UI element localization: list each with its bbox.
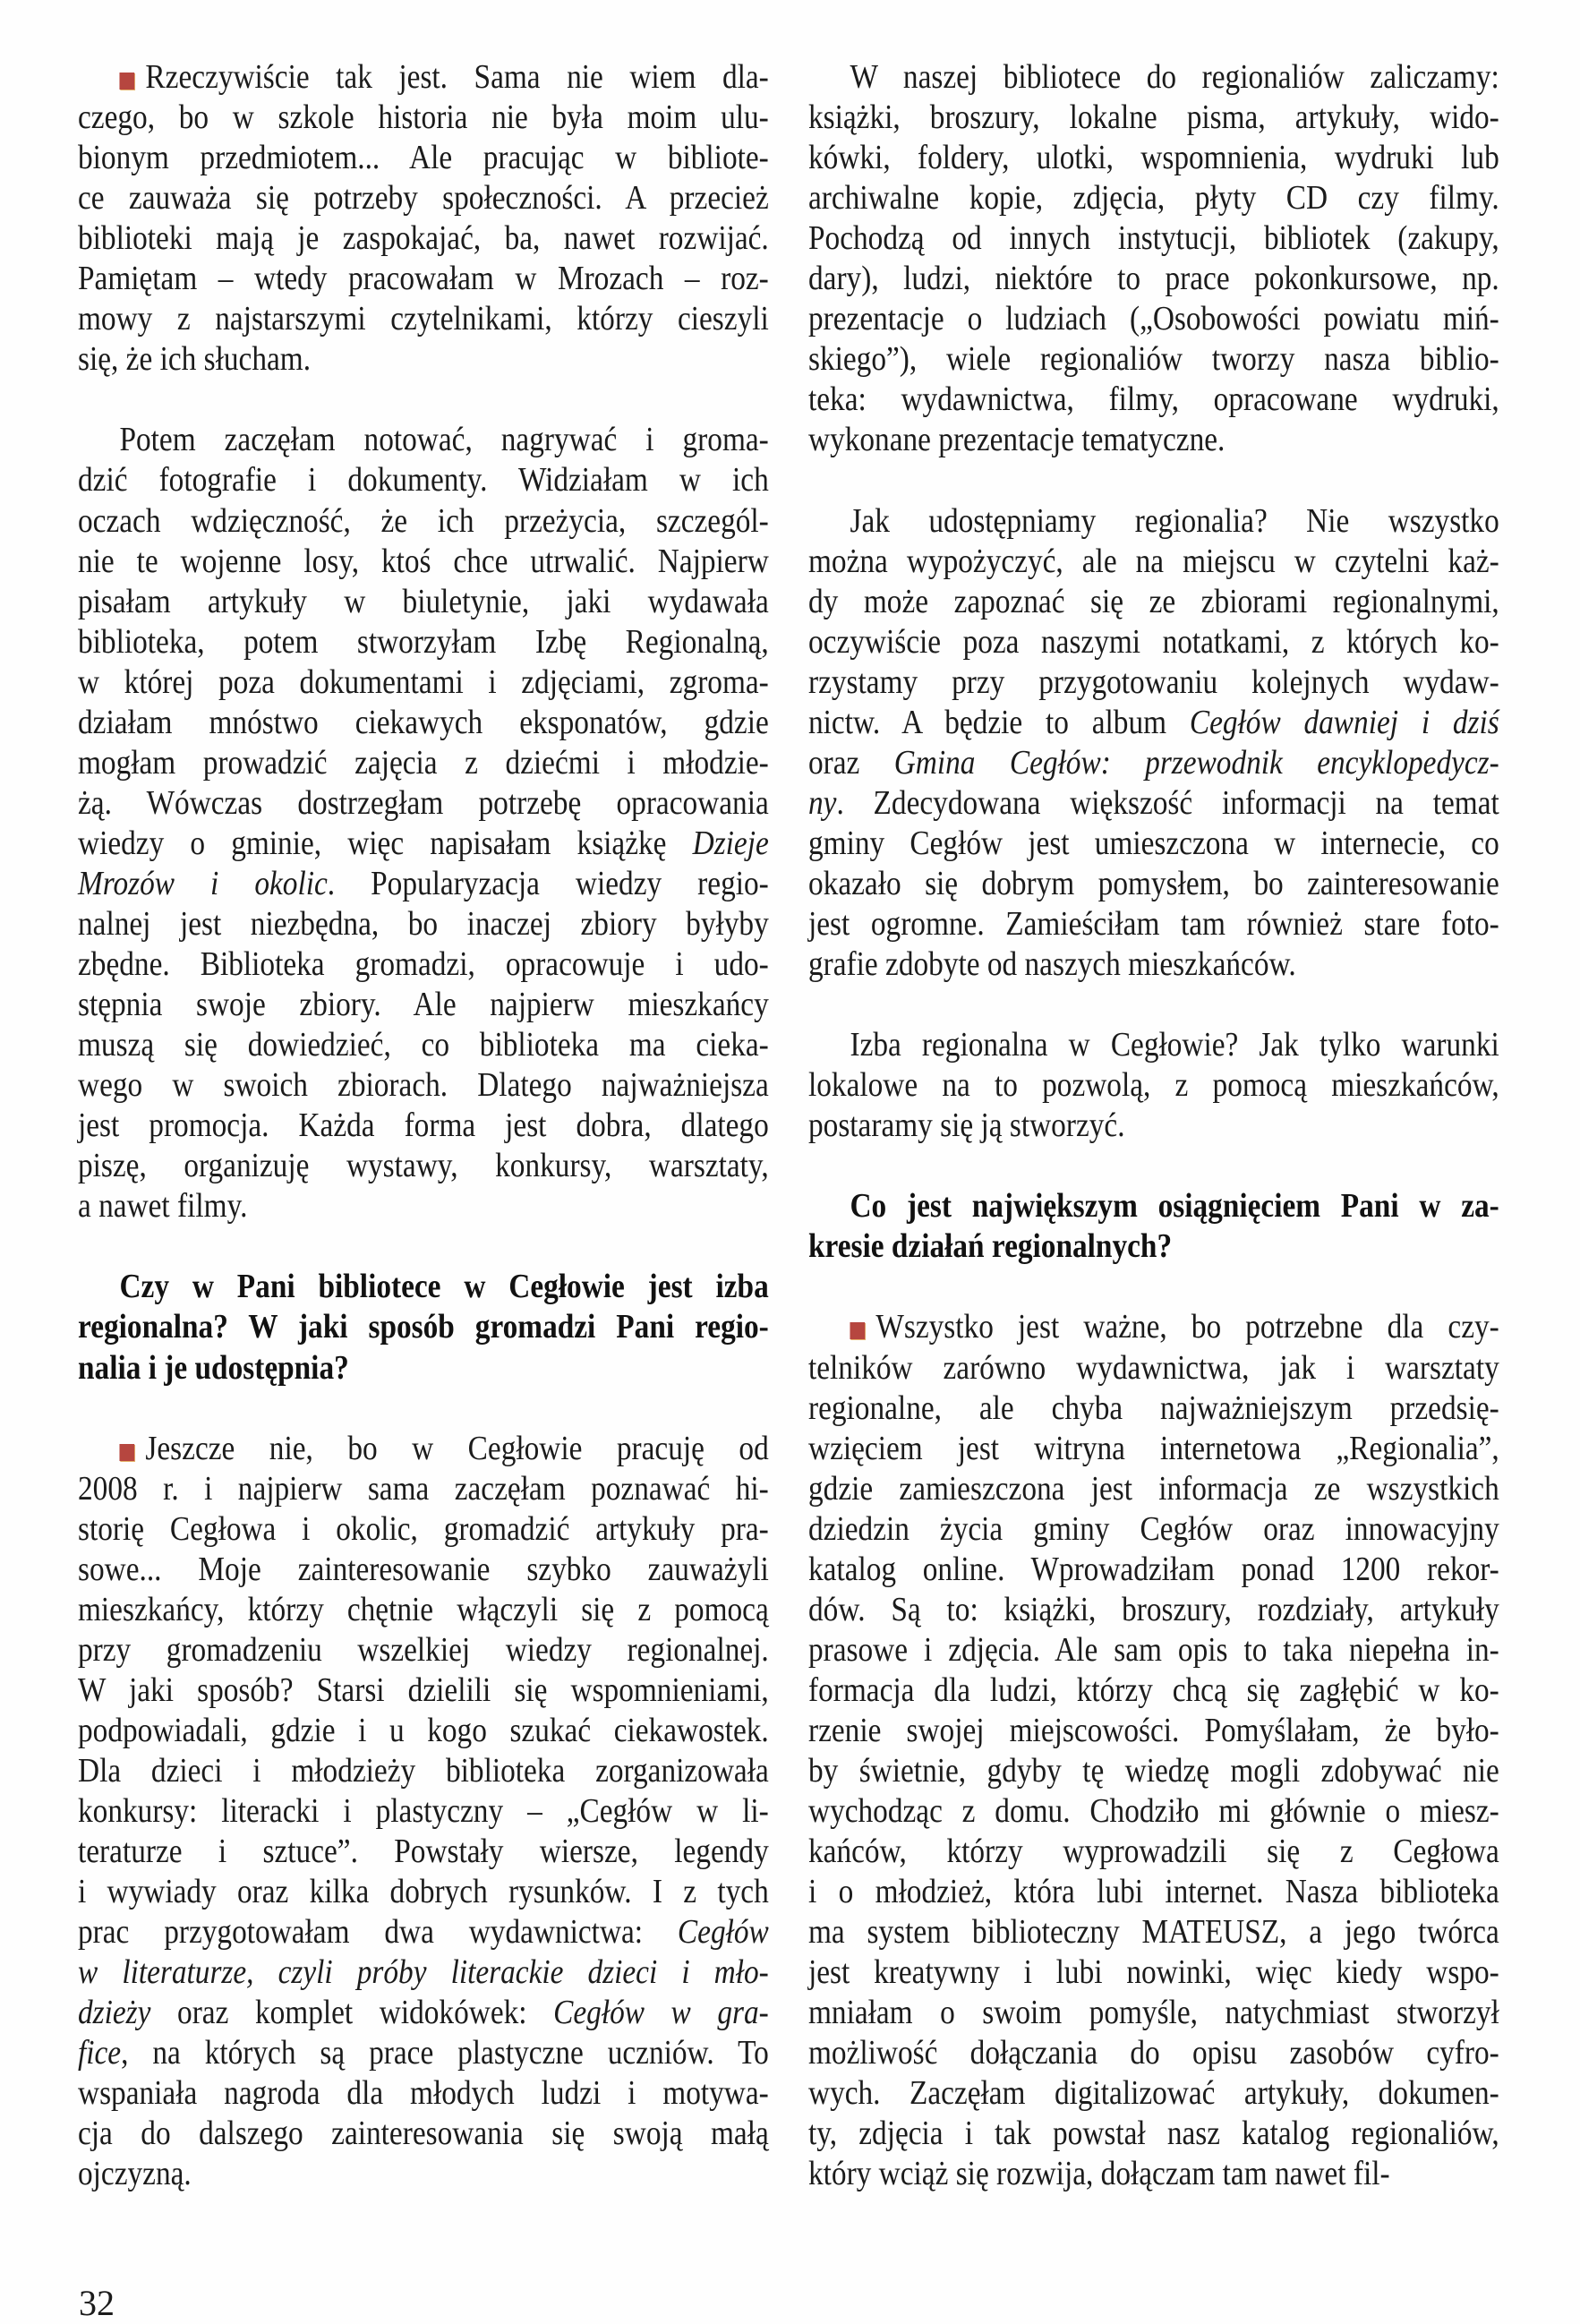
paragraph-spacer — [808, 1146, 1499, 1186]
text-line: jest kreatywny i lubi nowinki, więc kiedy wspo- — [808, 1953, 1499, 1992]
text-line: nictw. A będzie to album Cegłów dawniej i dziś — [808, 703, 1499, 741]
paragraph-spacer — [78, 380, 769, 420]
text-line: dziedzin życia gminy Cegłów oraz innowacyjny — [808, 1509, 1499, 1548]
paragraph-spacer — [78, 1226, 769, 1267]
page-number: 32 — [79, 2283, 115, 2323]
text-line: prezentacje o ludziach („Osobowości powiatu miń- — [808, 300, 1499, 338]
text-line: Dla dzieci i młodzieży biblioteka zorganizowała — [78, 1751, 769, 1790]
left-column — [78, 57, 769, 2194]
text-line: mniałam o swoim pomyśle, natychmiast stworzył — [808, 1994, 1499, 2032]
text-line: jest promocja. Każda forma jest dobra, dlatego — [78, 1106, 769, 1145]
text-line: storię Cegłowa i okolic, gromadzić artykuły pra- — [78, 1509, 769, 1548]
text-line: lokalowe na to pozwolą, z pomocą mieszkańców, — [808, 1066, 1499, 1105]
text-line: wych. Zaczęłam digitalizować artykuły, dokumen- — [808, 2074, 1499, 2113]
text-line: wykonane prezentacje tematyczne. — [808, 421, 1226, 459]
text-line: archiwalne kopie, zdjęcia, płyty CD czy filmy. — [808, 179, 1499, 218]
text-line: mowy z najstarszymi czytelnikami, którzy cieszyli — [78, 300, 769, 338]
text-line: regionalne, ale chyba najważniejszym przedsię- — [808, 1388, 1499, 1427]
paragraph-spacer — [808, 1267, 1499, 1307]
text-line: czego, bo w szkole historia nie była moim ulu- — [78, 98, 769, 137]
text-line: żą. Wówczas dostrzegłam potrzebę opracowania — [78, 783, 769, 822]
text-line: dzić fotografie i dokumenty. Widziałam w ich — [78, 461, 769, 500]
text-line: cja do dalszego zainteresowania się swoją małą — [78, 2115, 769, 2153]
text-line: i wywiady oraz kilka dobrych rysunków. I z tych — [78, 1873, 769, 1911]
text-line: Pochodzą od innych instytucji, bibliotek (zakupy, — [808, 219, 1499, 258]
text-line: mogłam prowadzić zajęcia z dziećmi i młodzie- — [78, 743, 769, 782]
text-line: W naszej bibliotece do regionaliów zaliczamy: — [850, 58, 1499, 96]
text-line: by świetnie, gdyby tę wiedzę mogli zdobywać nie — [808, 1751, 1499, 1790]
text-line: wzięciem jest witryna internetowa „Regionalia”, — [808, 1429, 1499, 1467]
paragraph — [78, 57, 769, 380]
text-line: Jeszcze nie, bo w Cegłowie pracuję od — [78, 1429, 769, 1469]
text-line: kresie działań regionalnych? — [808, 1227, 1173, 1266]
text-line: rzystamy przy przygotowaniu kolejnych wydaw- — [808, 662, 1499, 701]
text-line: Rzeczywiście tak jest. Sama nie wiem dla- — [78, 57, 769, 98]
text-line: prac przygotowałam dwa wydawnictwa: Cegłów — [78, 1913, 769, 1952]
paragraph — [808, 1307, 1499, 2194]
right-column — [808, 57, 1499, 2194]
text-line: kówki, foldery, ulotki, wspomnienia, wydruki lub — [808, 139, 1499, 177]
text-line: ojczyzną. — [78, 2155, 192, 2193]
text-line: ce zauważa się potrzeby społeczności. A przecież — [78, 179, 769, 218]
text-line: gdzie zamieszczona jest informacja ze wszystkich — [808, 1469, 1499, 1508]
text-line: jest ogromne. Zamieściłam tam również stare foto- — [808, 904, 1499, 943]
paragraph-spacer — [808, 985, 1499, 1025]
text-line: teka: wydawnictwa, filmy, opracowane wydruki, — [808, 380, 1499, 419]
text-line: i o młodzież, która lubi internet. Nasza biblioteka — [808, 1873, 1499, 1911]
text-line: muszą się dowiedzieć, co biblioteka ma cieka- — [78, 1026, 769, 1064]
text-line: zbędne. Biblioteka gromadzi, opracowuje i udo- — [78, 945, 769, 984]
text-line: gminy Cegłów jest umieszczona w internecie, co — [808, 824, 1499, 862]
text-line: postaramy się ją stworzyć. — [808, 1106, 1125, 1145]
text-line: oraz Gmina Cegłów: przewodnik encyklopedycz- — [808, 743, 1499, 782]
text-line: mieszkańcy, którzy chętnie włączyli się z pomocą — [78, 1590, 769, 1628]
text-line: który wciąż się rozwija, dołączam tam nawet fil- — [808, 2155, 1390, 2193]
paragraph — [808, 1025, 1499, 1146]
text-line: nalia i je udostępnia? — [78, 1348, 349, 1387]
text-line: podpowiadali, gdzie i u kogo szukać ciekawostek. — [78, 1711, 769, 1749]
text-line: ma system biblioteczny MATEUSZ, a jego twórca — [808, 1913, 1499, 1952]
text-line: oczach wdzięczność, że ich przeżycia, szczegól- — [78, 501, 769, 540]
text-line: grafie zdobyte od naszych mieszkańców. — [808, 945, 1296, 984]
text-line: książki, broszury, lokalne pisma, artykuły, wido- — [808, 98, 1499, 137]
paragraph — [78, 1429, 769, 2195]
paragraph — [808, 57, 1499, 460]
answer-bullet-icon — [850, 1322, 865, 1339]
text-line: Co jest największym osiągnięciem Pani w za- — [850, 1187, 1499, 1226]
text-line: biblioteki mają je zaspokajać, ba, nawet rozwijać. — [78, 219, 769, 258]
paragraph — [808, 501, 1499, 986]
text-line: prasowe i zdjęcia. Ale sam opis to taka niepełna in- — [808, 1630, 1499, 1669]
text-line: 2008 r. i najpierw sama zaczęłam poznawać hi- — [78, 1469, 769, 1508]
text-line: nie te wojenne losy, ktoś chce utrwalić. Najpierw — [78, 542, 769, 580]
text-line: kańców, którzy wyprowadzili się z Cegłowa — [808, 1833, 1499, 1871]
text-line: teraturze i sztuce”. Powstały wiersze, legendy — [78, 1833, 769, 1871]
text-line: rzenie swojej miejscowości. Pomyślałam, że było- — [808, 1711, 1499, 1749]
text-line: się, że ich słucham. — [78, 340, 312, 379]
text-line: wiedzy o gminie, więc napisałam książkę Dzieje — [78, 824, 769, 862]
text-line: stępnia swoje zbiory. Ale najpierw mieszkańcy — [78, 986, 769, 1024]
text-line: wego w swoich zbiorach. Dlatego najważniejsza — [78, 1066, 769, 1105]
text-line: konkursy: literacki i plastyczny – „Cegłów w li- — [78, 1792, 769, 1831]
text-line: Wszystko jest ważne, bo potrzebne dla czy- — [808, 1307, 1499, 1347]
text-line: bionym przedmiotem... Ale pracując w bibliote- — [78, 139, 769, 177]
text-line: w literaturze, czyli próby literackie dzieci i mło- — [78, 1953, 769, 1992]
text-line: działam mnóstwo ciekawych eksponatów, gdzie — [78, 703, 769, 741]
text-line: okazało się dobrym pomysłem, bo zainteresowanie — [808, 864, 1499, 902]
text-line: sowe... Moje zainteresowanie szybko zauważyli — [78, 1550, 769, 1588]
text-line: a nawet filmy. — [78, 1187, 248, 1226]
answer-bullet-icon — [119, 1444, 134, 1461]
text-line: Mrozów i okolic. Popularyzacja wiedzy regio- — [78, 864, 769, 902]
text-line: można wypożyczyć, ale na miejscu w czytelni każ- — [808, 542, 1499, 580]
text-line: Pamiętam – wtedy pracowałam w Mrozach – roz- — [78, 260, 769, 298]
text-line: Jak udostępniamy regionalia? Nie wszystko — [850, 501, 1499, 540]
text-line: nalnej jest niezbędna, bo inaczej zbiory byłyby — [78, 904, 769, 943]
text-line: Czy w Pani bibliotece w Cegłowie jest izba — [119, 1268, 769, 1306]
text-line: pisałam artykuły w biuletynie, jaki wydawała — [78, 582, 769, 620]
text-line: fice, na których są prace plastyczne uczniów. To — [78, 2034, 769, 2072]
text-line: przy gromadzeniu wszelkiej wiedzy regionalnej. — [78, 1630, 769, 1669]
text-line: Izba regionalna w Cegłowie? Jak tylko warunki — [850, 1026, 1499, 1064]
text-line: oczywiście poza naszymi notatkami, z których ko- — [808, 622, 1499, 661]
text-line: możliwość dołączania do opisu zasobów cyfro- — [808, 2034, 1499, 2072]
text-line: biblioteka, potem stworzyłam Izbę Regionalną, — [78, 622, 769, 661]
text-line: dary), ludzi, niektóre to prace pokonkursowe, np. — [808, 260, 1499, 298]
answer-bullet-icon — [119, 73, 134, 90]
text-line: dzieży oraz komplet widokówek: Cegłów w gra- — [78, 1994, 769, 2032]
paragraph — [78, 420, 769, 1226]
paragraph-spacer — [78, 1388, 769, 1429]
text-line: piszę, organizuję wystawy, konkursy, warsztaty, — [78, 1147, 769, 1185]
text-line: wspaniała nagroda dla młodych ludzi i motywa- — [78, 2074, 769, 2113]
text-line: ny. Zdecydowana większość informacji na temat — [808, 783, 1499, 822]
interview-question — [808, 1186, 1499, 1267]
text-line: W jaki sposób? Starsi dzielili się wspomnieniami, — [78, 1670, 769, 1709]
text-line: regionalna? W jaki sposób gromadzi Pani regio- — [78, 1308, 769, 1346]
paragraph-spacer — [808, 460, 1499, 500]
text-line: dów. Są to: książki, broszury, rozdziały, artykuły — [808, 1590, 1499, 1628]
text-line: katalog online. Wprowadziłam ponad 1200 rekor- — [808, 1550, 1499, 1588]
text-line: Potem zaczęłam notować, nagrywać i groma- — [119, 421, 769, 459]
text-line: skiego”), wiele regionaliów tworzy nasza biblio- — [808, 340, 1499, 379]
text-line: dy może zapoznać się ze zbiorami regionalnymi, — [808, 582, 1499, 620]
text-line: telników zarówno wydawnictwa, jak i warsztaty — [808, 1348, 1499, 1387]
text-line: formacja dla ludzi, którzy chcą się zagłębić w ko- — [808, 1670, 1499, 1709]
text-line: wychodząc z domu. Chodziło mi głównie o miesz- — [808, 1792, 1499, 1831]
text-line: w której poza dokumentami i zdjęciami, zgroma- — [78, 662, 769, 701]
interview-question — [78, 1267, 769, 1388]
text-line: ty, zdjęcia i tak powstał nasz katalog regionaliów, — [808, 2115, 1499, 2153]
